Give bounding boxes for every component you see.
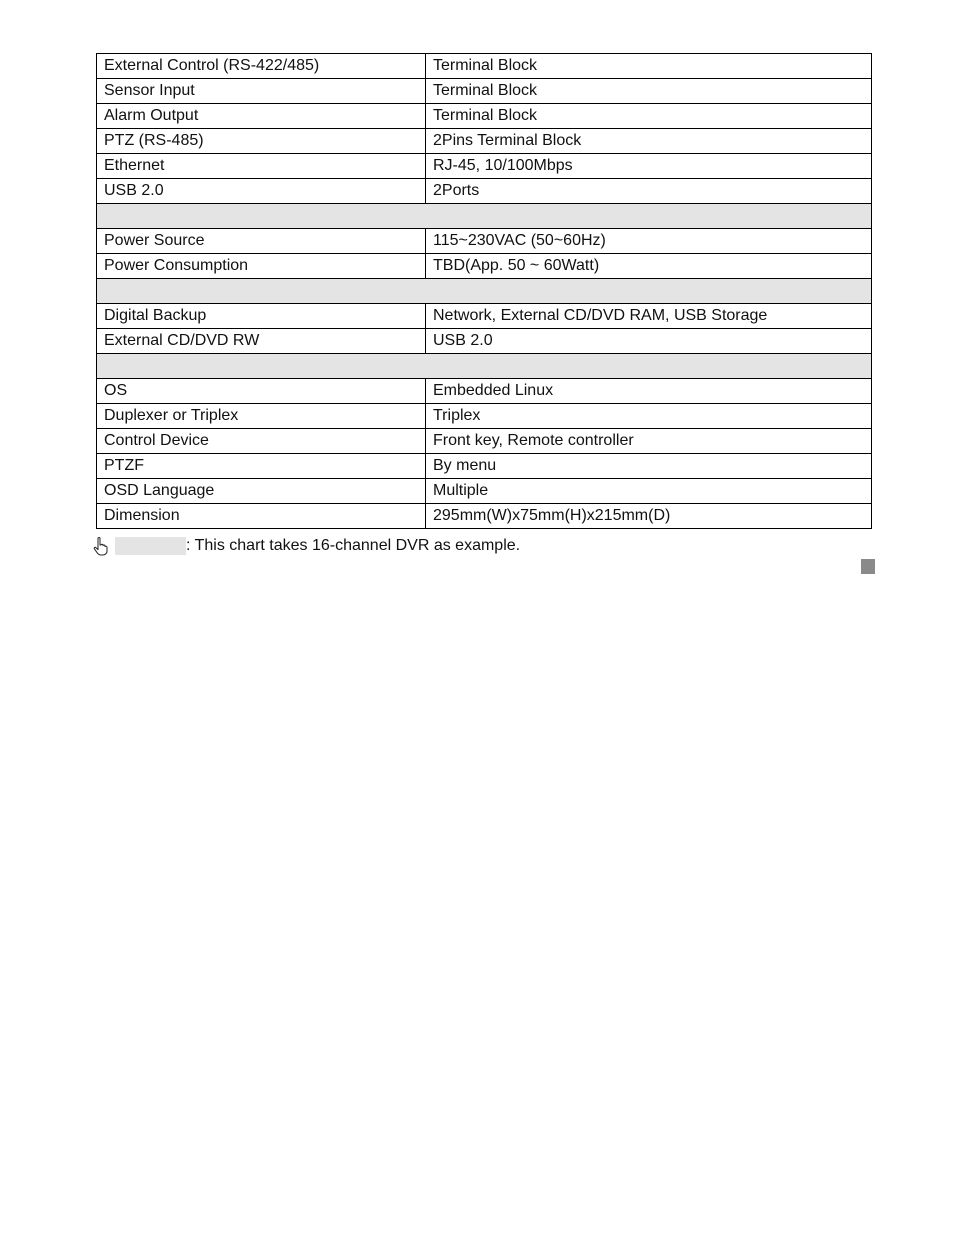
footnote-text: : This chart takes 16-channel DVR as example.	[186, 537, 521, 554]
spec-label: Power Consumption	[97, 254, 426, 279]
spec-row	[97, 379, 872, 404]
spec-row	[97, 129, 872, 154]
spec-row	[97, 179, 872, 204]
spec-value: Triplex	[426, 404, 872, 429]
section-header-cell	[97, 279, 872, 304]
spec-row	[97, 54, 872, 79]
section-header-row	[97, 279, 872, 304]
spec-value: Terminal Block	[426, 54, 872, 79]
spec-label: OSD Language	[97, 479, 426, 504]
spec-value: Terminal Block	[426, 79, 872, 104]
spec-value: USB 2.0	[426, 329, 872, 354]
spec-value: By menu	[426, 454, 872, 479]
spec-label: Duplexer or Triplex	[97, 404, 426, 429]
spec-row	[97, 104, 872, 129]
section-header-row	[97, 354, 872, 379]
spec-value: 2Ports	[426, 179, 872, 204]
footnote	[92, 535, 520, 557]
section-header-row	[97, 204, 872, 229]
spec-value: Front key, Remote controller	[426, 429, 872, 454]
section-header-cell	[97, 204, 872, 229]
spec-value: Multiple	[426, 479, 872, 504]
spec-row	[97, 254, 872, 279]
spec-label: External CD/DVD RW	[97, 329, 426, 354]
spec-label: External Control (RS-422/485)	[97, 54, 426, 79]
spec-value: 2Pins Terminal Block	[426, 129, 872, 154]
spec-table-body	[97, 54, 872, 529]
spec-row	[97, 504, 872, 529]
section-header-cell	[97, 354, 872, 379]
spec-row	[97, 154, 872, 179]
note-label-box	[115, 537, 186, 555]
spec-row	[97, 329, 872, 354]
spec-label: Ethernet	[97, 154, 426, 179]
spec-label: Dimension	[97, 504, 426, 529]
spec-value: 295mm(W)x75mm(H)x215mm(D)	[426, 504, 872, 529]
spec-row	[97, 429, 872, 454]
spec-value: Terminal Block	[426, 104, 872, 129]
spec-value: TBD(App. 50 ~ 60Watt)	[426, 254, 872, 279]
spec-label: Power Source	[97, 229, 426, 254]
spec-table	[96, 53, 872, 529]
spec-value: RJ-45, 10/100Mbps	[426, 154, 872, 179]
spec-label: OS	[97, 379, 426, 404]
spec-row	[97, 79, 872, 104]
spec-row	[97, 479, 872, 504]
spec-row	[97, 229, 872, 254]
spec-label: Sensor Input	[97, 79, 426, 104]
spec-value: Network, External CD/DVD RAM, USB Storage	[426, 304, 872, 329]
spec-value: 115~230VAC (50~60Hz)	[426, 229, 872, 254]
spec-row	[97, 404, 872, 429]
spec-value: Embedded Linux	[426, 379, 872, 404]
spec-label: Alarm Output	[97, 104, 426, 129]
spec-label: Control Device	[97, 429, 426, 454]
spec-row	[97, 304, 872, 329]
spec-row	[97, 454, 872, 479]
page-corner-marker	[861, 559, 875, 574]
spec-label: PTZ (RS-485)	[97, 129, 426, 154]
spec-label: Digital Backup	[97, 304, 426, 329]
pointing-hand-icon	[92, 536, 110, 556]
spec-label: PTZF	[97, 454, 426, 479]
spec-label: USB 2.0	[97, 179, 426, 204]
